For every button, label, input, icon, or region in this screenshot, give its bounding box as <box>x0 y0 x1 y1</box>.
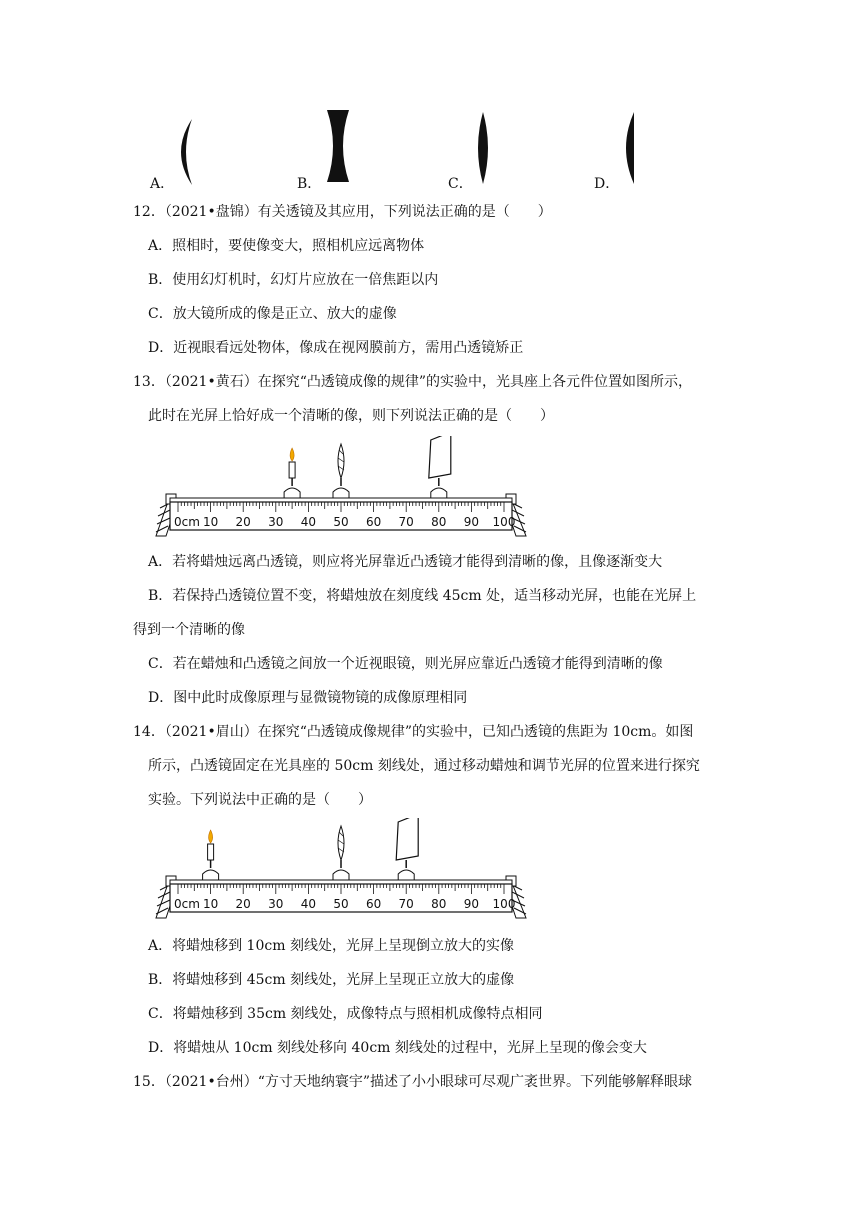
q11-option-d-label: D． <box>594 176 620 192</box>
q11-lens-b-diagram <box>325 108 351 184</box>
bench-scale-label: 30 <box>268 515 284 529</box>
bench-scale-label: 0cm <box>174 515 200 529</box>
q11-lens-a-diagram <box>176 117 198 187</box>
candle-holder <box>284 478 300 498</box>
q14-stem-line3: 实验。下列说法中正确的是（ ） <box>148 792 372 808</box>
q12-option-b: B．使用幻灯机时，幻灯片应放在一倍焦距以内 <box>148 272 439 288</box>
light-screen <box>429 436 451 478</box>
bench-scale-label: 0cm <box>174 897 200 911</box>
q13-optical-bench-figure <box>146 436 542 548</box>
q12-stem: 12．（2021•盘锦）有关透镜及其应用，下列说法正确的是（ ） <box>133 204 552 220</box>
bench-scale-label: 40 <box>300 897 317 911</box>
q13-option-c: C．若在蜡烛和凸透镜之间放一个近视眼镜，则光屏应靠近凸透镜才能得到清晰的像 <box>148 656 663 672</box>
candle-flame <box>209 830 213 843</box>
screen-holder <box>398 860 414 880</box>
bench-scale-label: 70 <box>398 897 414 911</box>
bench-scale-label: 100 <box>492 897 516 911</box>
q12-option-d: D．近视眼看远处物体，像成在视网膜前方，需用凸透镜矫正 <box>148 340 524 356</box>
q14-stem-line2: 所示，凸透镜固定在光具座的 50cm 刻线处，通过移动蜡烛和调节光屏的位置来进行探究 <box>148 758 700 774</box>
bench-scale-label: 100 <box>492 515 516 529</box>
candle-flame <box>290 448 294 461</box>
q13-stem-line1: 13．（2021•黄石）在探究“凸透镜成像的规律”的实验中，光具座上各元件位置如图所示， <box>133 374 693 390</box>
bench-scale-label: 90 <box>463 897 480 911</box>
bench-scale-label: 20 <box>235 897 251 911</box>
q13-option-a: A．若将蜡烛远离凸透镜，则应将光屏靠近凸透镜才能得到清晰的像，且像逐渐变大 <box>148 554 663 570</box>
q13-option-d: D．图中此时成像原理与显微镜物镜的成像原理相同 <box>148 690 468 706</box>
bench-scale-label: 30 <box>268 897 284 911</box>
q14-option-a: A．将蜡烛移到 10cm 刻线处，光屏上呈现倒立放大的实像 <box>148 938 514 954</box>
bench-scale-label: 80 <box>431 897 447 911</box>
optical-bench <box>156 436 526 536</box>
bench-scale-label: 40 <box>300 515 317 529</box>
bench-scale-label: 60 <box>365 515 382 529</box>
q14-stem-line1: 14．（2021•眉山）在探究“凸透镜成像规律”的实验中，已知凸透镜的焦距为 10cm。如图 <box>133 724 694 740</box>
lens-holder <box>333 860 349 880</box>
q11-option-c-label: C． <box>448 176 473 192</box>
bench-top-rail <box>170 498 512 502</box>
bench-scale-label: 10 <box>202 897 219 911</box>
q11-lens-d-diagram <box>620 110 636 186</box>
q12-option-a: A．照相时，要使像变大，照相机应远离物体 <box>148 238 425 254</box>
q13-option-b-line2: 得到一个清晰的像 <box>133 622 245 638</box>
q14-option-b: B．将蜡烛移到 45cm 刻线处，光屏上呈现正立放大的虚像 <box>148 972 515 988</box>
q13-option-b-line1: B．若保持凸透镜位置不变，将蜡烛放在刻度线 45cm 处，适当移动光屏，也能在光屏上 <box>148 588 697 604</box>
q14-optical-bench-figure <box>146 818 542 930</box>
q14-option-d: D．将蜡烛从 10cm 刻线处移向 40cm 刻线处的过程中，光屏上呈现的像会变大 <box>148 1040 647 1056</box>
q11-option-b-label: B． <box>297 176 322 192</box>
bench-scale-label: 60 <box>365 897 382 911</box>
screen-holder <box>431 478 447 498</box>
candle <box>208 844 214 860</box>
candle-holder <box>203 860 219 880</box>
bench-scale-label: 10 <box>202 515 219 529</box>
bench-scale-label: 50 <box>333 897 349 911</box>
q11-option-a-label: A． <box>150 176 175 192</box>
bench-scale-label: 90 <box>463 515 480 529</box>
bench-scale-label: 80 <box>431 515 447 529</box>
q14-option-c: C．将蜡烛移到 35cm 刻线处，成像特点与照相机成像特点相同 <box>148 1006 543 1022</box>
q15-stem: 15．（2021•台州）“方寸天地纳寰宇”描述了小小眼球可尽观广袤世界。下列能够解释眼球 <box>133 1074 693 1090</box>
bench-scale-label: 20 <box>235 515 251 529</box>
q13-stem-line2: 此时在光屏上恰好成一个清晰的像，则下列说法正确的是（ ） <box>148 408 554 424</box>
bench-scale-label: 70 <box>398 515 414 529</box>
bench-scale-label: 50 <box>333 515 349 529</box>
lens-holder <box>333 478 349 498</box>
optical-bench <box>156 818 526 918</box>
light-screen <box>396 818 418 860</box>
q11-lens-c-diagram <box>473 110 493 186</box>
candle <box>289 462 295 478</box>
q12-option-c: C．放大镜所成的像是正立、放大的虚像 <box>148 306 397 322</box>
